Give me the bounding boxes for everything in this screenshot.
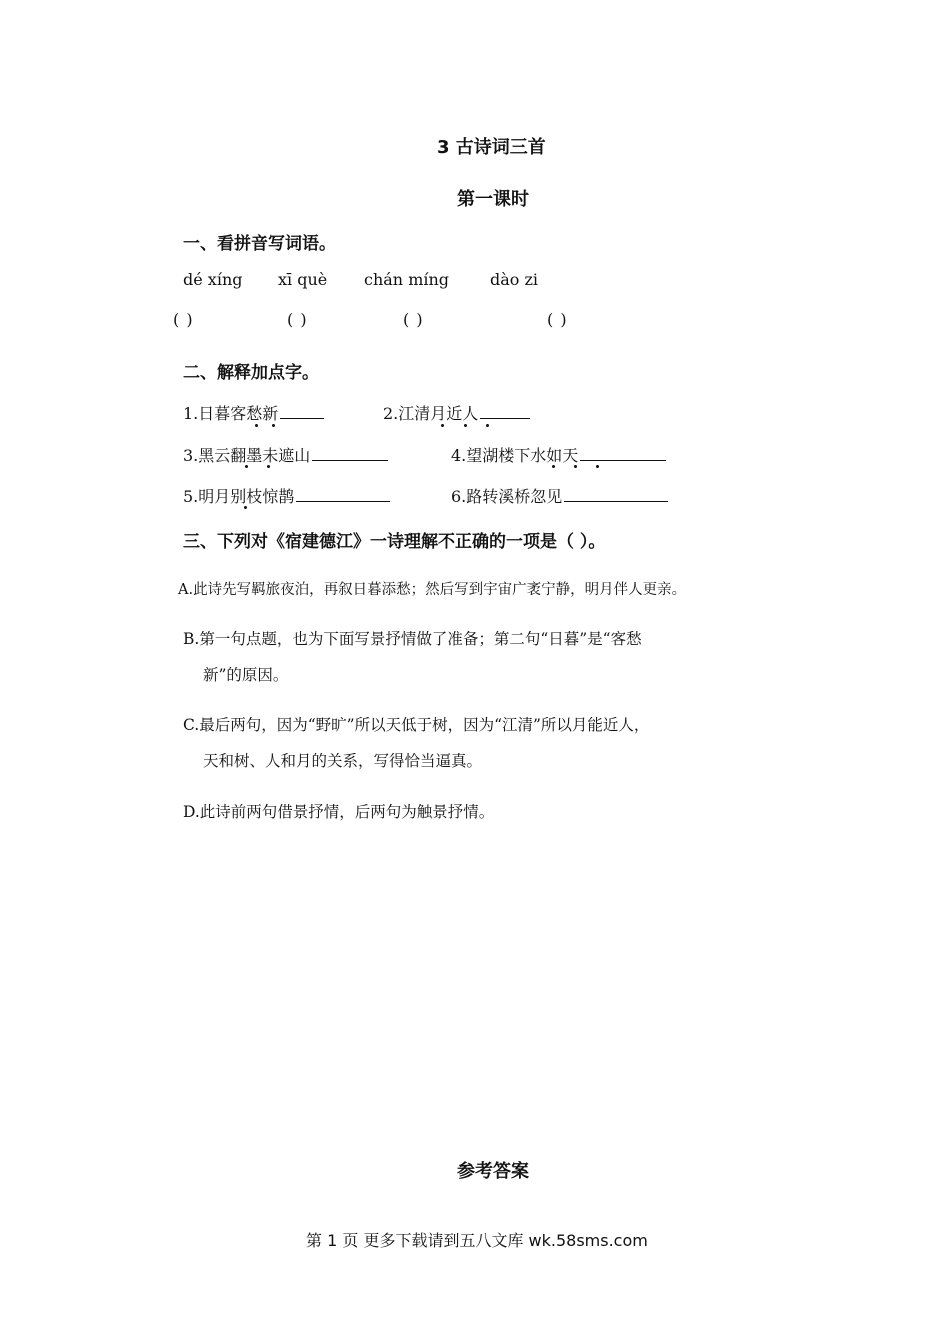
emphasis-dot [574,465,577,468]
answer-blank-2[interactable]: ( ) [287,310,308,329]
explain-item-4 [451,443,666,466]
explain-item-1-text: 1.日暮客愁新 [183,404,279,423]
emphasis-dot [245,465,248,468]
fill-line-2[interactable] [480,402,530,419]
explain-item-4-text: 4.望湖楼下水如天 [451,446,579,465]
pinyin-3: chán míng [364,270,450,289]
emphasis-dot [464,424,467,427]
explain-item-5 [183,484,390,507]
explain-item-3 [183,443,388,466]
explain-item-1 [183,401,324,424]
explain-item-2 [383,401,530,424]
lesson-subtitle: 第一课时 [457,189,529,210]
emphasis-dot [552,465,555,468]
answer-blank-1[interactable]: ( ) [173,310,194,329]
explain-item-3-text: 3.黑云翻墨未遮山 [183,446,311,465]
answer-blank-4[interactable]: ( ) [547,310,568,329]
option-c-line-1[interactable]: C.最后两句，因为“野旷”所以天低于树，因为“江清”所以月能近人， [183,716,650,734]
option-d[interactable]: D.此诗前两句借景抒情，后两句为触景抒情。 [183,803,495,821]
explain-item-6-text: 6.路转溪桥忽见 [451,487,563,506]
emphasis-dot [441,424,444,427]
option-b-line-1[interactable]: B.第一句点题，也为下面写景抒情做了准备；第二句“日暮”是“客愁 [183,630,642,648]
explain-item-5-text: 5.明月别枝惊鹊 [183,487,295,506]
page-title: 3 古诗词三首 [437,137,546,158]
answers-heading: 参考答案 [457,1161,529,1182]
emphasis-dot [596,465,599,468]
fill-line-5[interactable] [296,485,390,502]
emphasis-dot [486,424,489,427]
section-1-heading: 一、看拼音写词语。 [183,234,336,254]
fill-line-6[interactable] [564,485,668,502]
page-footer: 第 1 页 更多下载请到五八文库 wk.58sms.com [306,1231,648,1250]
section-2-heading: 二、解释加点字。 [183,363,319,383]
answer-blank-3[interactable]: ( ) [403,310,424,329]
pinyin-2: xī què [278,270,328,289]
emphasis-dot [255,424,258,427]
pinyin-1: dé xíng [183,270,243,289]
explain-item-2-text: 2.江清月近人 [383,404,479,423]
emphasis-dot [272,424,275,427]
pinyin-4: dào zi [490,270,539,289]
section-3-heading: 三、下列对《宿建德江》一诗理解不正确的一项是（ ）。 [183,532,606,552]
fill-line-4[interactable] [580,444,666,461]
option-b-line-2: 新”的原因。 [203,666,289,684]
fill-line-3[interactable] [312,444,388,461]
explain-item-6 [451,484,668,507]
emphasis-dot [244,506,247,509]
option-a[interactable]: A.此诗先写羁旅夜泊，再叙日暮添愁；然后写到宇宙广袤宁静，明月伴人更亲。 [178,582,687,598]
fill-line-1[interactable] [280,402,324,419]
emphasis-dot [267,465,270,468]
option-c-line-2: 天和树、人和月的关系，写得恰当逼真。 [203,752,483,770]
